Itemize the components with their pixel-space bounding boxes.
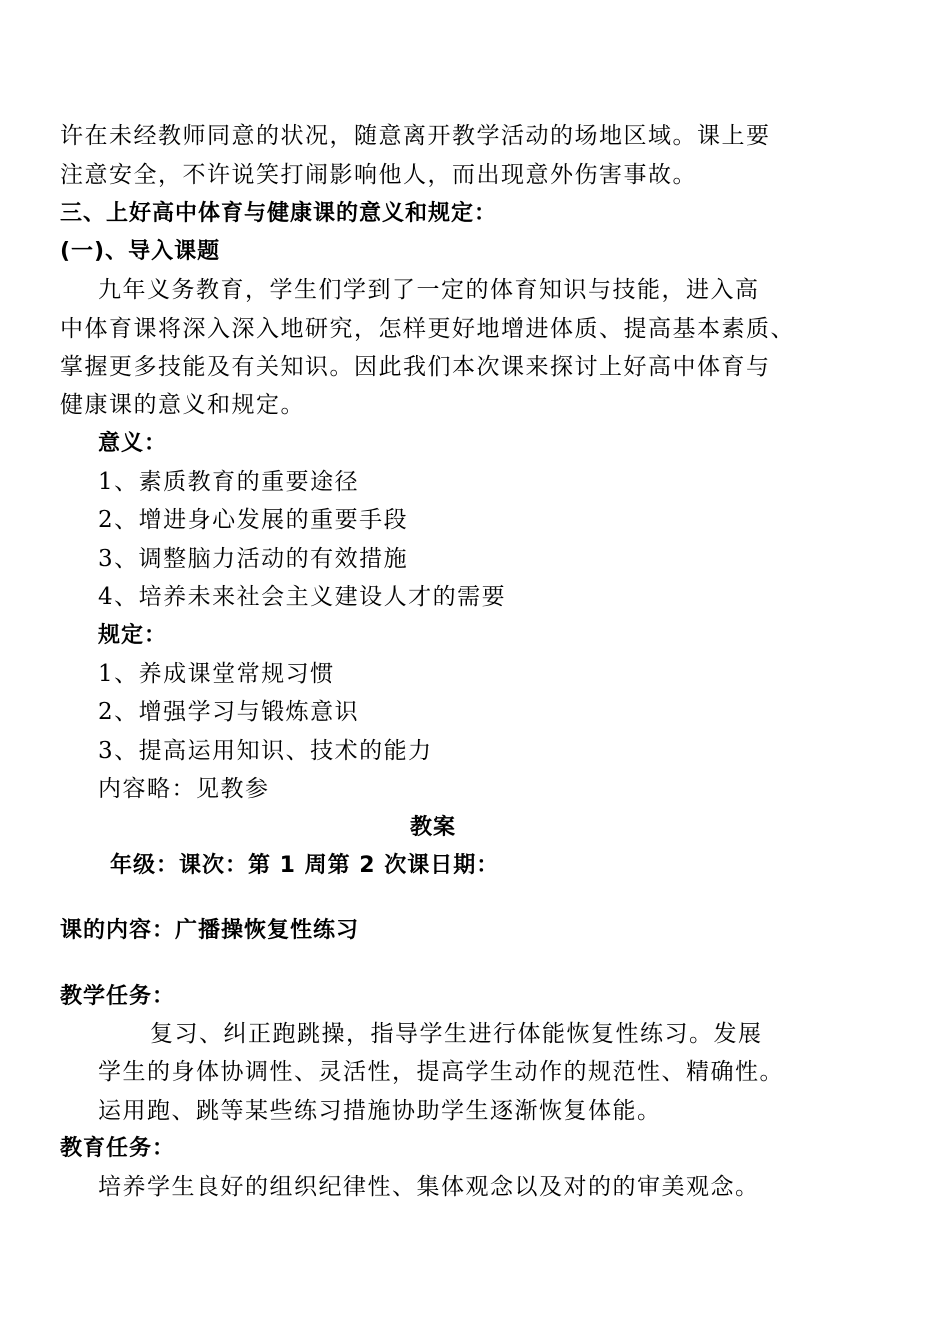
teaching-task-label: 教学任务： bbox=[60, 984, 176, 1009]
rules-item: 3、提高运用知识、技术的能力 bbox=[98, 738, 433, 764]
subsection-heading: (一)、导入课题 bbox=[60, 239, 221, 264]
education-task-line: 培养学生良好的组织纪律性、集体观念以及对的的审美观念。 bbox=[98, 1174, 760, 1200]
intro-paragraph-line: 健康课的意义和规定。 bbox=[60, 392, 305, 418]
lesson-plan-title: 教案 bbox=[409, 815, 456, 840]
intro-line-1: 许在未经教师同意的状况，随意离开教学活动的场地区域。课上要 bbox=[60, 123, 771, 149]
meaning-label: 意义： bbox=[98, 431, 168, 456]
meaning-item: 2、增进身心发展的重要手段 bbox=[98, 507, 409, 533]
education-task-label: 教育任务： bbox=[60, 1136, 176, 1161]
rules-item: 1、养成课堂常规习惯 bbox=[98, 661, 335, 687]
content-note: 内容略：见教参 bbox=[98, 776, 270, 802]
lesson-meta: 年级：课次：第 1 周第 2 次课日期： bbox=[110, 853, 500, 878]
meaning-item: 3、调整脑力活动的有效措施 bbox=[98, 546, 409, 572]
teaching-task-line: 复习、纠正跑跳操，指导学生进行体能恢复性练习。发展 bbox=[150, 1021, 763, 1047]
intro-paragraph-line: 九年义务教育，学生们学到了一定的体育知识与技能，进入高 bbox=[98, 277, 760, 303]
meaning-item: 1、素质教育的重要途径 bbox=[98, 469, 360, 495]
lesson-content: 课的内容：广播操恢复性练习 bbox=[60, 918, 360, 943]
rules-label: 规定： bbox=[98, 623, 168, 648]
intro-paragraph-line: 掌握更多技能及有关知识。因此我们本次课来探讨上好高中体育与 bbox=[60, 354, 771, 380]
teaching-task-line: 运用跑、跳等某些练习措施协助学生逐渐恢复体能。 bbox=[98, 1098, 662, 1124]
intro-paragraph-line: 中体育课将深入深入地研究，怎样更好地增进体质、提高基本素质、 bbox=[60, 316, 795, 342]
intro-line-2: 注意安全，不许说笑打闹影响他人，而出现意外伤害事故。 bbox=[60, 162, 697, 188]
teaching-task-line: 学生的身体协调性、灵活性，提高学生动作的规范性、精确性。 bbox=[98, 1059, 784, 1085]
rules-item: 2、增强学习与锻炼意识 bbox=[98, 699, 360, 725]
meaning-item: 4、培养未来社会主义建设人才的需要 bbox=[98, 584, 507, 610]
section-heading: 三、上好高中体育与健康课的意义和规定： bbox=[60, 201, 498, 226]
